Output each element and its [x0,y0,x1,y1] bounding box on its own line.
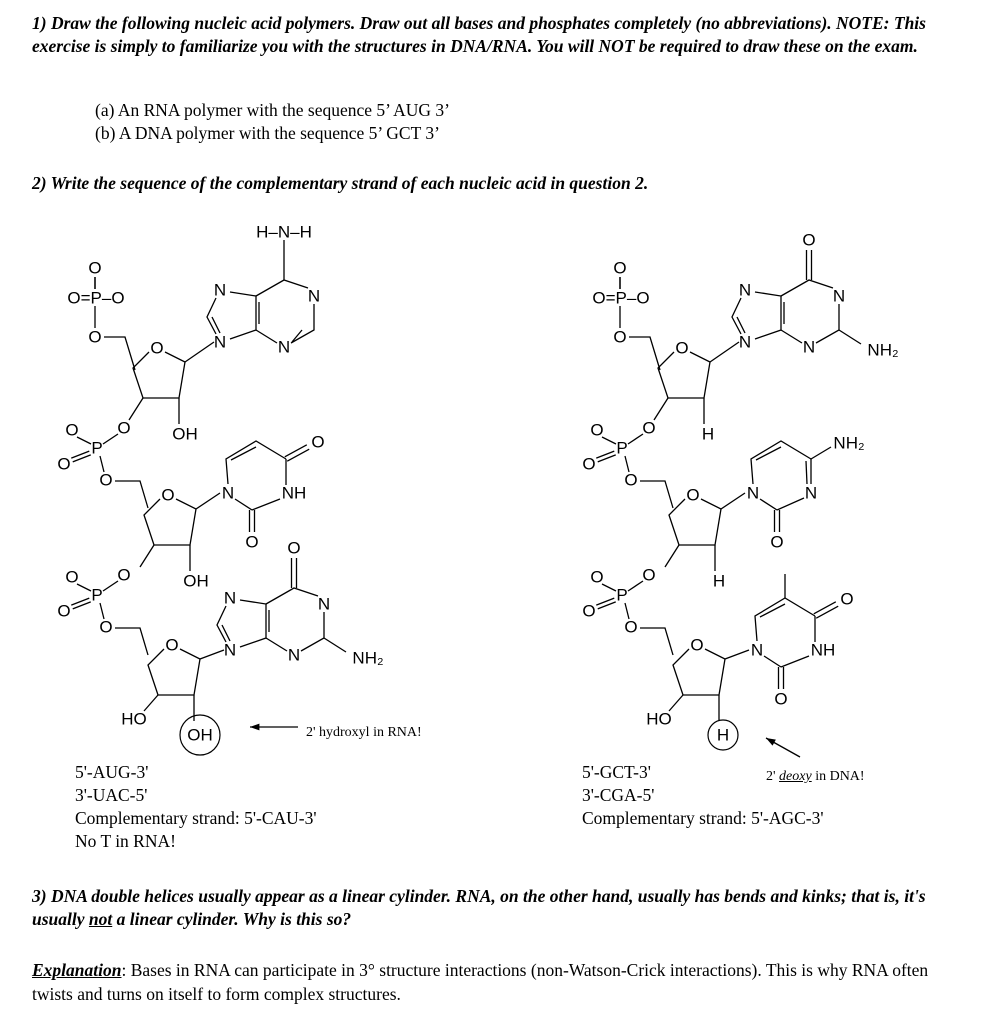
question-3-text: 3) DNA double helices usually appear as a linear cylinder. RNA, on the other hand, usually has bends and kinks; that is, it's usually [32,886,926,929]
atom-label: OH [187,725,213,745]
bond [781,656,809,667]
bond [222,625,230,641]
bond [628,581,643,591]
dna-answer-line: Complementary strand: 5'-AGC-3' [582,808,824,828]
dna-annotation-suffix: in DNA! [815,769,865,784]
bond [77,584,91,591]
atom-label: O [590,420,604,440]
atom-label: P [616,585,628,605]
bond [266,588,318,604]
bond [129,398,143,420]
atom-label: H [716,725,730,745]
bond [732,298,741,334]
bond [266,638,287,651]
bond [816,304,839,343]
bond [806,461,807,484]
bond [710,342,739,362]
question-3 [32,885,962,931]
atom-label: NH [810,640,836,660]
atom-label: N [746,483,760,503]
explanation-text: : Bases in RNA can participate in 3° structure interactions (non-Watson-Crick interactions). This is why RNA often twists and turns on itself to form complex structures. [32,960,929,1004]
bond [285,445,307,457]
bond [654,398,668,420]
atom-label: O [774,689,788,709]
atom-label: HO [646,709,672,729]
bond [811,447,831,459]
atom-label: P [91,585,103,605]
rna-answer-line: Complementary strand: 5'-CAU-3' [75,808,317,828]
bond [115,481,148,508]
bond [673,649,725,695]
bond [287,449,309,461]
atom-label: N [223,588,237,608]
atom-label: O [624,470,638,490]
amino-label: NH₂ [833,433,865,453]
atom-label: O [165,635,179,655]
question-1b: (b) A DNA polymer with the sequence 5’ GCT 3’ [95,123,440,143]
atom-label: N [317,594,331,614]
atom-label: O [57,601,71,621]
explanation-label: Explanation [32,960,122,980]
bond [103,434,118,444]
atom-label: P [616,438,628,458]
atom-label: O [613,327,627,347]
atom-label: O [802,230,816,250]
atom-label: O [675,338,689,358]
atom-label: O [582,601,596,621]
bond [764,656,781,667]
bond [602,584,616,591]
bond [629,337,660,370]
bond [816,606,838,618]
rna-answer-line: No T in RNA! [75,831,176,851]
bond [77,437,91,444]
bond [207,298,216,334]
phosphate-label: O=P–O [592,288,650,308]
bond [760,499,777,510]
atom-label: O [88,258,102,278]
atom-label: N [307,286,321,306]
atom-label: H [701,424,715,444]
atom-label: O [840,589,854,609]
atom-label: O [582,454,596,474]
atom-label: N [804,483,818,503]
atom-label: O [65,420,79,440]
bond [602,437,616,444]
atom-label: O [161,485,175,505]
bond [669,695,683,711]
bond [140,545,154,567]
atom-label: O [99,470,113,490]
bond [185,342,214,362]
question-3-text-end: a linear cylinder. Why is this so? [112,909,352,929]
atom-label: OH [183,571,209,591]
bond [721,493,745,509]
arrow-head-icon [250,724,259,731]
atom-label: N [802,337,816,357]
bond [737,317,745,333]
atom-label: O [65,567,79,587]
phosphate-label: O=P–O [67,288,125,308]
bond [755,292,781,339]
dna-annotation [766,766,865,788]
bond [256,330,277,343]
rna-answer-line: 3'-UAC-5' [75,785,148,805]
atom-label: N [750,640,764,660]
bond [814,602,836,614]
atom-label: H [712,571,726,591]
bond [781,330,802,343]
amino-label: H–N–H [256,222,312,242]
atom-label: O [590,567,604,587]
bond [781,280,833,296]
bond [669,499,721,545]
bond [104,337,135,370]
bond [256,280,308,296]
bond [217,606,226,642]
atom-label: NH [281,483,307,503]
bond [725,650,749,659]
arrow-head-icon [766,738,776,746]
atom-label: O [311,432,325,452]
question-1a: (a) An RNA polymer with the sequence 5’ AUG 3’ [95,100,450,120]
question-2: 2) Write the sequence of the complementary strand of each nucleic acid in question 2. [32,173,649,193]
question-1: 1) Draw the following nucleic acid polymers. Draw out all bases and phosphates completely (no abbreviations). NOTE: This exercise is simply to familiarize you with the structures in DNA/RNA. You will NOT be required to draw these on the exam. [32,13,926,56]
bond [144,695,158,711]
bond [665,545,679,567]
atom-label: N [277,337,291,357]
atom-label: O [642,565,656,585]
bond [196,493,220,509]
atom-label: O [117,418,131,438]
atom-label: N [287,645,301,665]
atom-label: O [287,538,301,558]
dna-answer-line: 3'-CGA-5' [582,785,655,805]
atom-label: O [245,532,259,552]
atom-label: O [624,617,638,637]
bond [777,498,804,510]
atom-label: N [223,640,237,660]
bond [240,600,266,647]
atom-label: O [686,485,700,505]
atom-label: N [738,332,752,352]
explanation [32,958,962,1006]
atom-label: P [91,438,103,458]
atom-label: O [57,454,71,474]
atom-label: HO [121,709,147,729]
atom-label: O [117,565,131,585]
atom-label: O [690,635,704,655]
atom-label: O [613,258,627,278]
bond [640,481,673,508]
bond [640,628,673,655]
bond [103,581,118,591]
atom-label: O [99,617,113,637]
atom-label: N [832,286,846,306]
atom-label: O [642,418,656,438]
bond [658,352,710,398]
bond [252,499,280,510]
atom-label: O [150,338,164,358]
atom-label: N [213,332,227,352]
bond [148,649,200,695]
bond [628,434,643,444]
amino-label: NH₂ [352,648,384,668]
atom-label: OH [172,424,198,444]
atom-label: O [770,532,784,552]
atom-label: N [213,280,227,300]
bond [301,612,324,651]
dna-annotation-emph: deoxy [779,769,812,784]
bond [212,317,220,333]
bond [133,352,185,398]
question-3-not: not [88,909,113,929]
bond [115,628,148,655]
bond [235,499,252,510]
bond [291,304,314,343]
bond [230,292,256,339]
dna-answer-line: 5'-GCT-3' [582,762,651,782]
atom-label: O [88,327,102,347]
bond [324,638,346,652]
bond [839,330,861,344]
dna-annotation-prefix: 2' [766,769,776,784]
rna-answer-line: 5'-AUG-3' [75,762,149,782]
bond [144,499,196,545]
amino-label: NH₂ [867,340,899,360]
atom-label: N [738,280,752,300]
rna-annotation: 2' hydroxyl in RNA! [306,725,422,740]
bond [200,650,224,659]
atom-label: N [221,483,235,503]
